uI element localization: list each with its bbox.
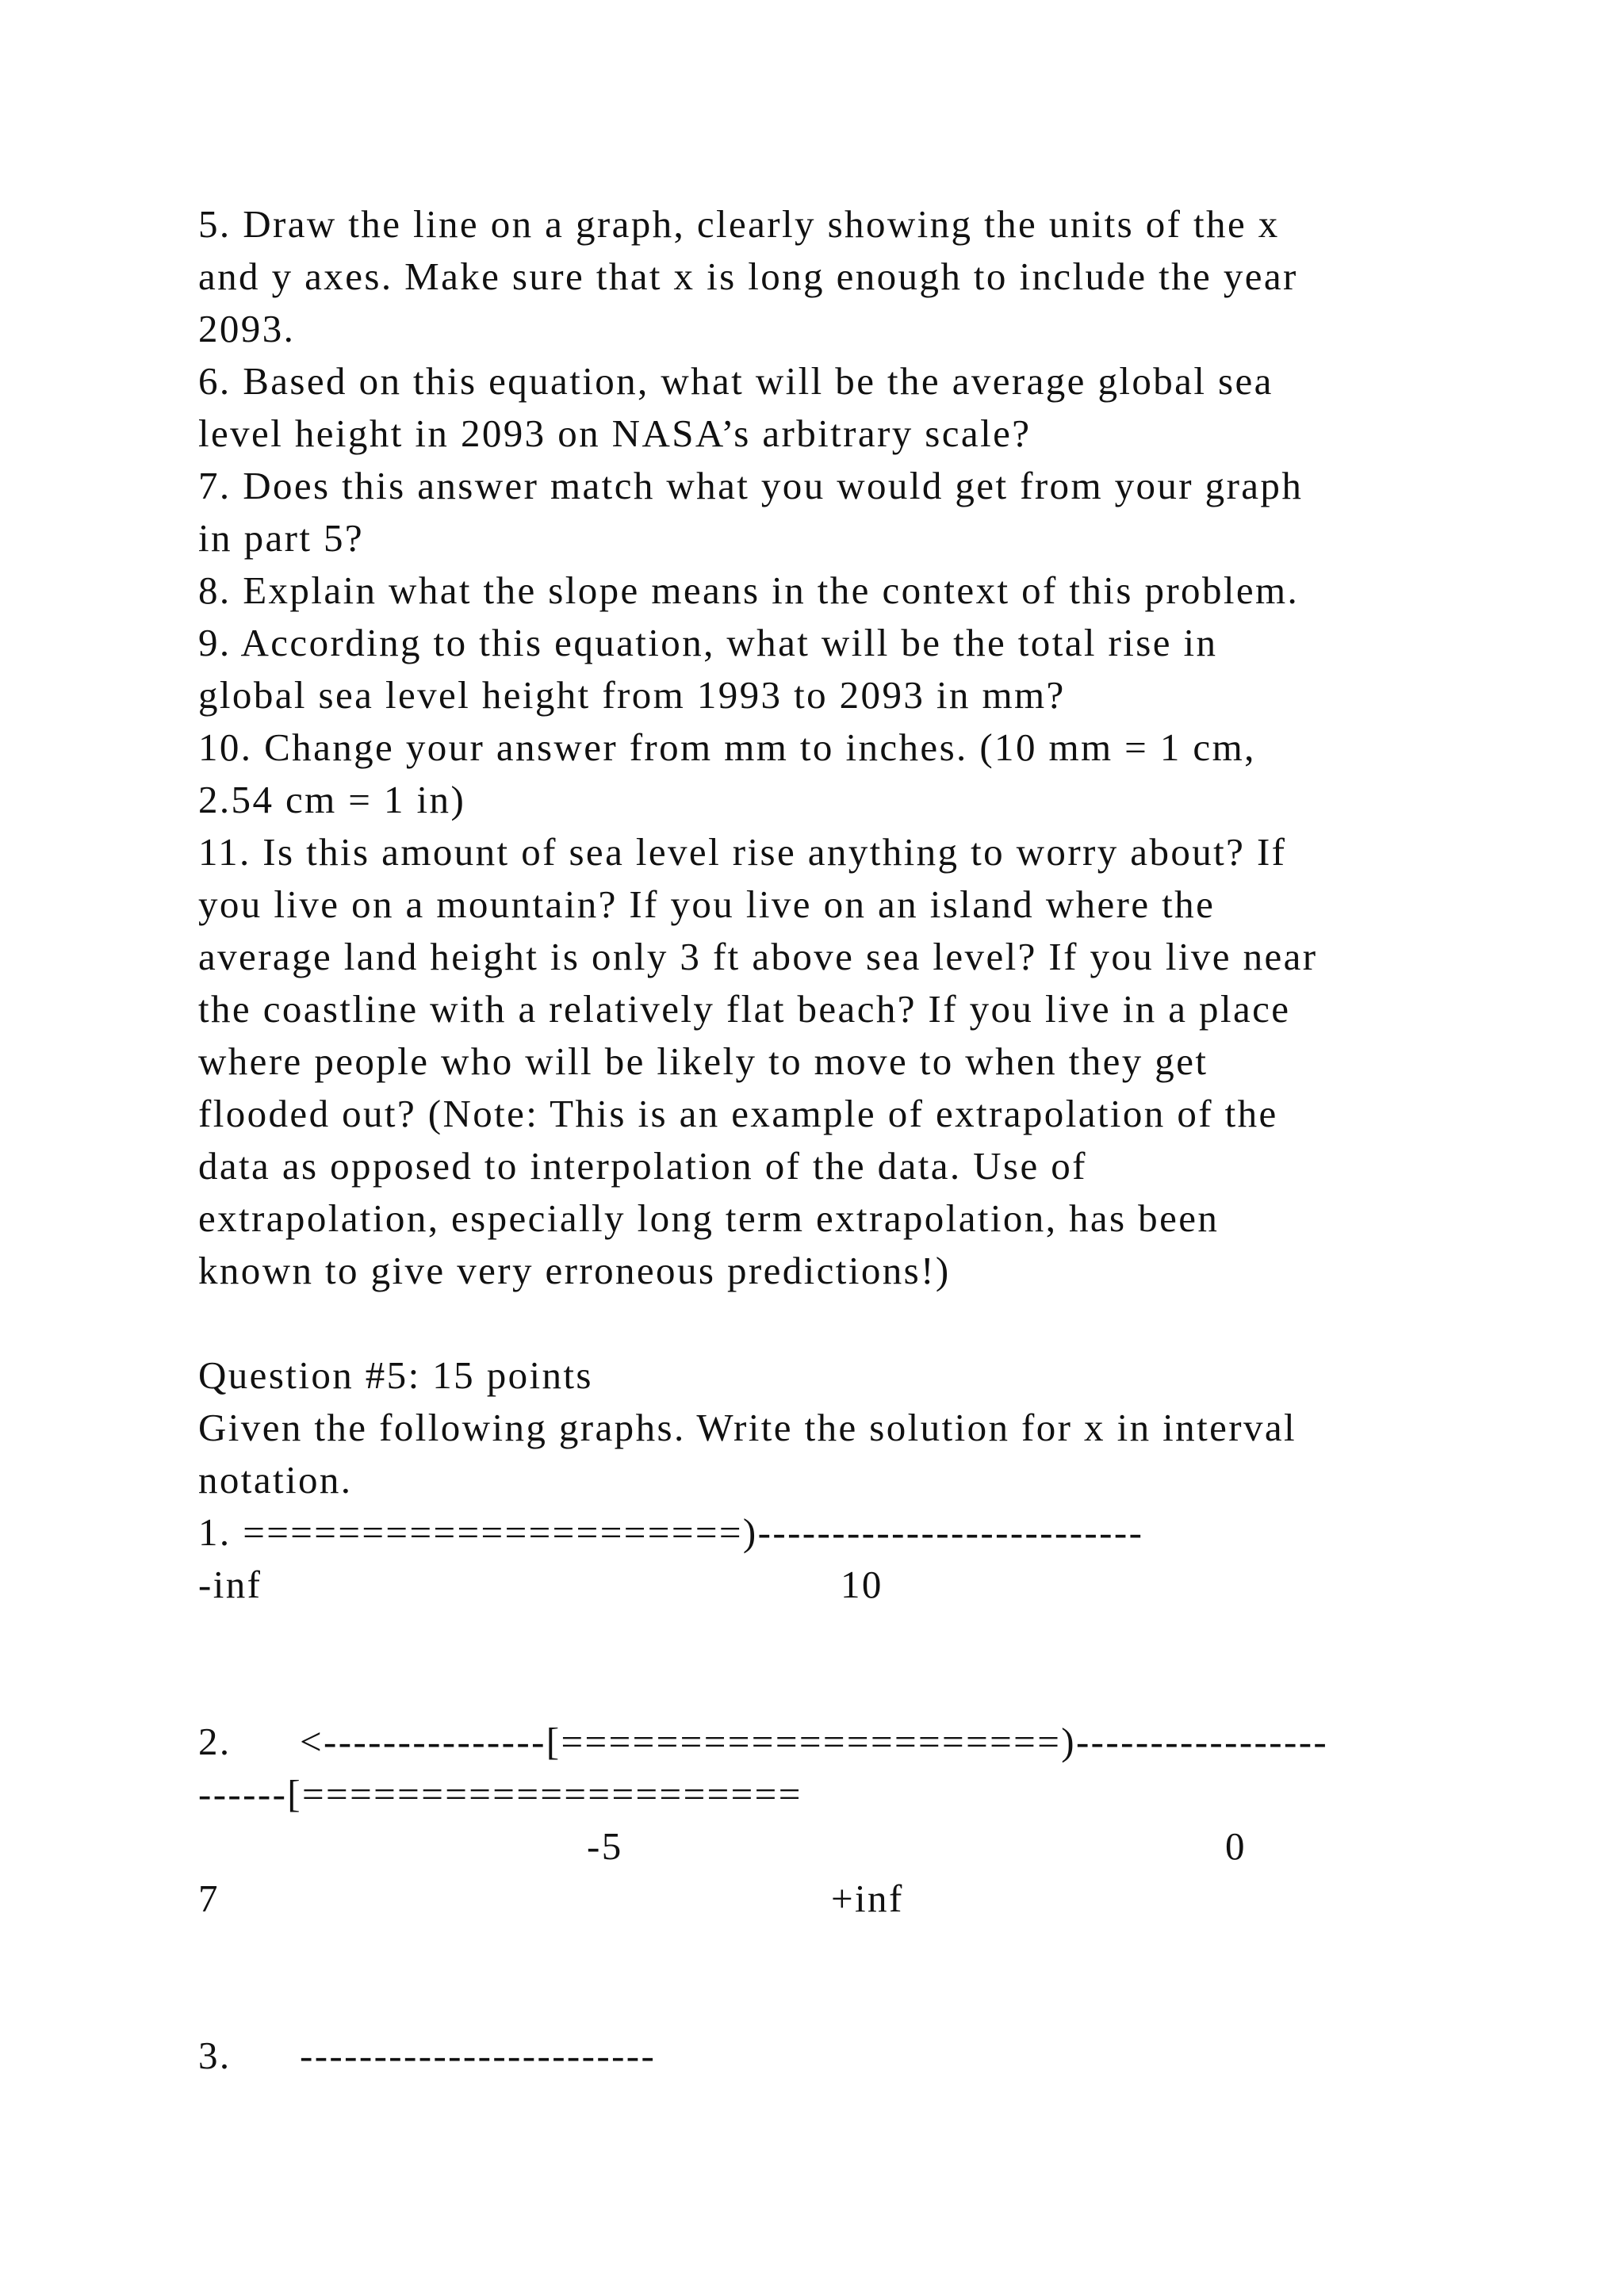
question-11-line-3: average land height is only 3 ft above sea level? If you live near [198, 935, 1318, 978]
question-11-line-2: you live on a mountain? If you live on an island where the [198, 882, 1216, 926]
graph1-label-10: 10 [841, 1563, 883, 1606]
graph2-number-line-b: ------[===================== [198, 1772, 802, 1816]
question-5-line-2: and y axes. Make sure that x is long enough to include the year [198, 254, 1298, 298]
graph2-number: 2. [198, 1720, 232, 1763]
question-5-line-1: 5. Draw the line on a graph, clearly showing the units of the x [198, 202, 1280, 246]
question-11-line-5: where people who will be likely to move to when they get [198, 1039, 1208, 1083]
graph1-label-neg-inf: -inf [198, 1563, 262, 1606]
question-11-line-1: 11. Is this amount of sea level rise anything to worry about? If [198, 830, 1287, 874]
question-7-line-2: in part 5? [198, 516, 365, 560]
question-10-line-1: 10. Change your answer from mm to inches. (10 mm = 1 cm, [198, 725, 1256, 769]
question-11-line-4: the coastline with a relatively flat beach? If you live in a place [198, 987, 1291, 1031]
question-9-line-2: global sea level height from 1993 to 2093 in mm? [198, 673, 1066, 717]
graph3-number: 3. [198, 2034, 232, 2077]
question-6-line-2: level height in 2093 on NASA’s arbitrary scale? [198, 411, 1032, 455]
question-7-line-1: 7. Does this answer match what you would get from your graph [198, 464, 1304, 507]
question-5-line-3: 2093. [198, 307, 296, 350]
question-11-line-9: known to give very erroneous predictions!) [198, 1249, 951, 1292]
graph3-number-line: ------------------------ [300, 2034, 657, 2077]
question-9-line-1: 9. According to this equation, what will be the total rise in [198, 621, 1218, 664]
question-8-line-1: 8. Explain what the slope means in the context of this problem. [198, 568, 1300, 612]
graph2-label-0: 0 [1225, 1824, 1247, 1868]
question-11-line-7: data as opposed to interpolation of the data. Use of [198, 1144, 1087, 1188]
question-10-line-2: 2.54 cm = 1 in) [198, 778, 466, 821]
graph2-label-7: 7 [198, 1877, 220, 1920]
graph1-number-line: 1. =====================)-------------------------- [198, 1510, 1144, 1554]
graph2-number-line-a: <---------------[=====================)----------------- [300, 1720, 1329, 1763]
question-6-line-1: 6. Based on this equation, what will be the average global sea [198, 359, 1274, 403]
question5-instructions-line-1: Given the following graphs. Write the solution for x in interval [198, 1406, 1297, 1449]
question5-heading: Question #5: 15 points [198, 1353, 593, 1397]
question-11-line-8: extrapolation, especially long term extrapolation, has been [198, 1196, 1220, 1240]
question5-instructions-line-2: notation. [198, 1458, 353, 1502]
question-11-line-6: flooded out? (Note: This is an example of extrapolation of the [198, 1092, 1278, 1135]
graph2-label-pos-inf: +inf [831, 1877, 904, 1920]
graph2-label-neg5: -5 [587, 1824, 623, 1868]
